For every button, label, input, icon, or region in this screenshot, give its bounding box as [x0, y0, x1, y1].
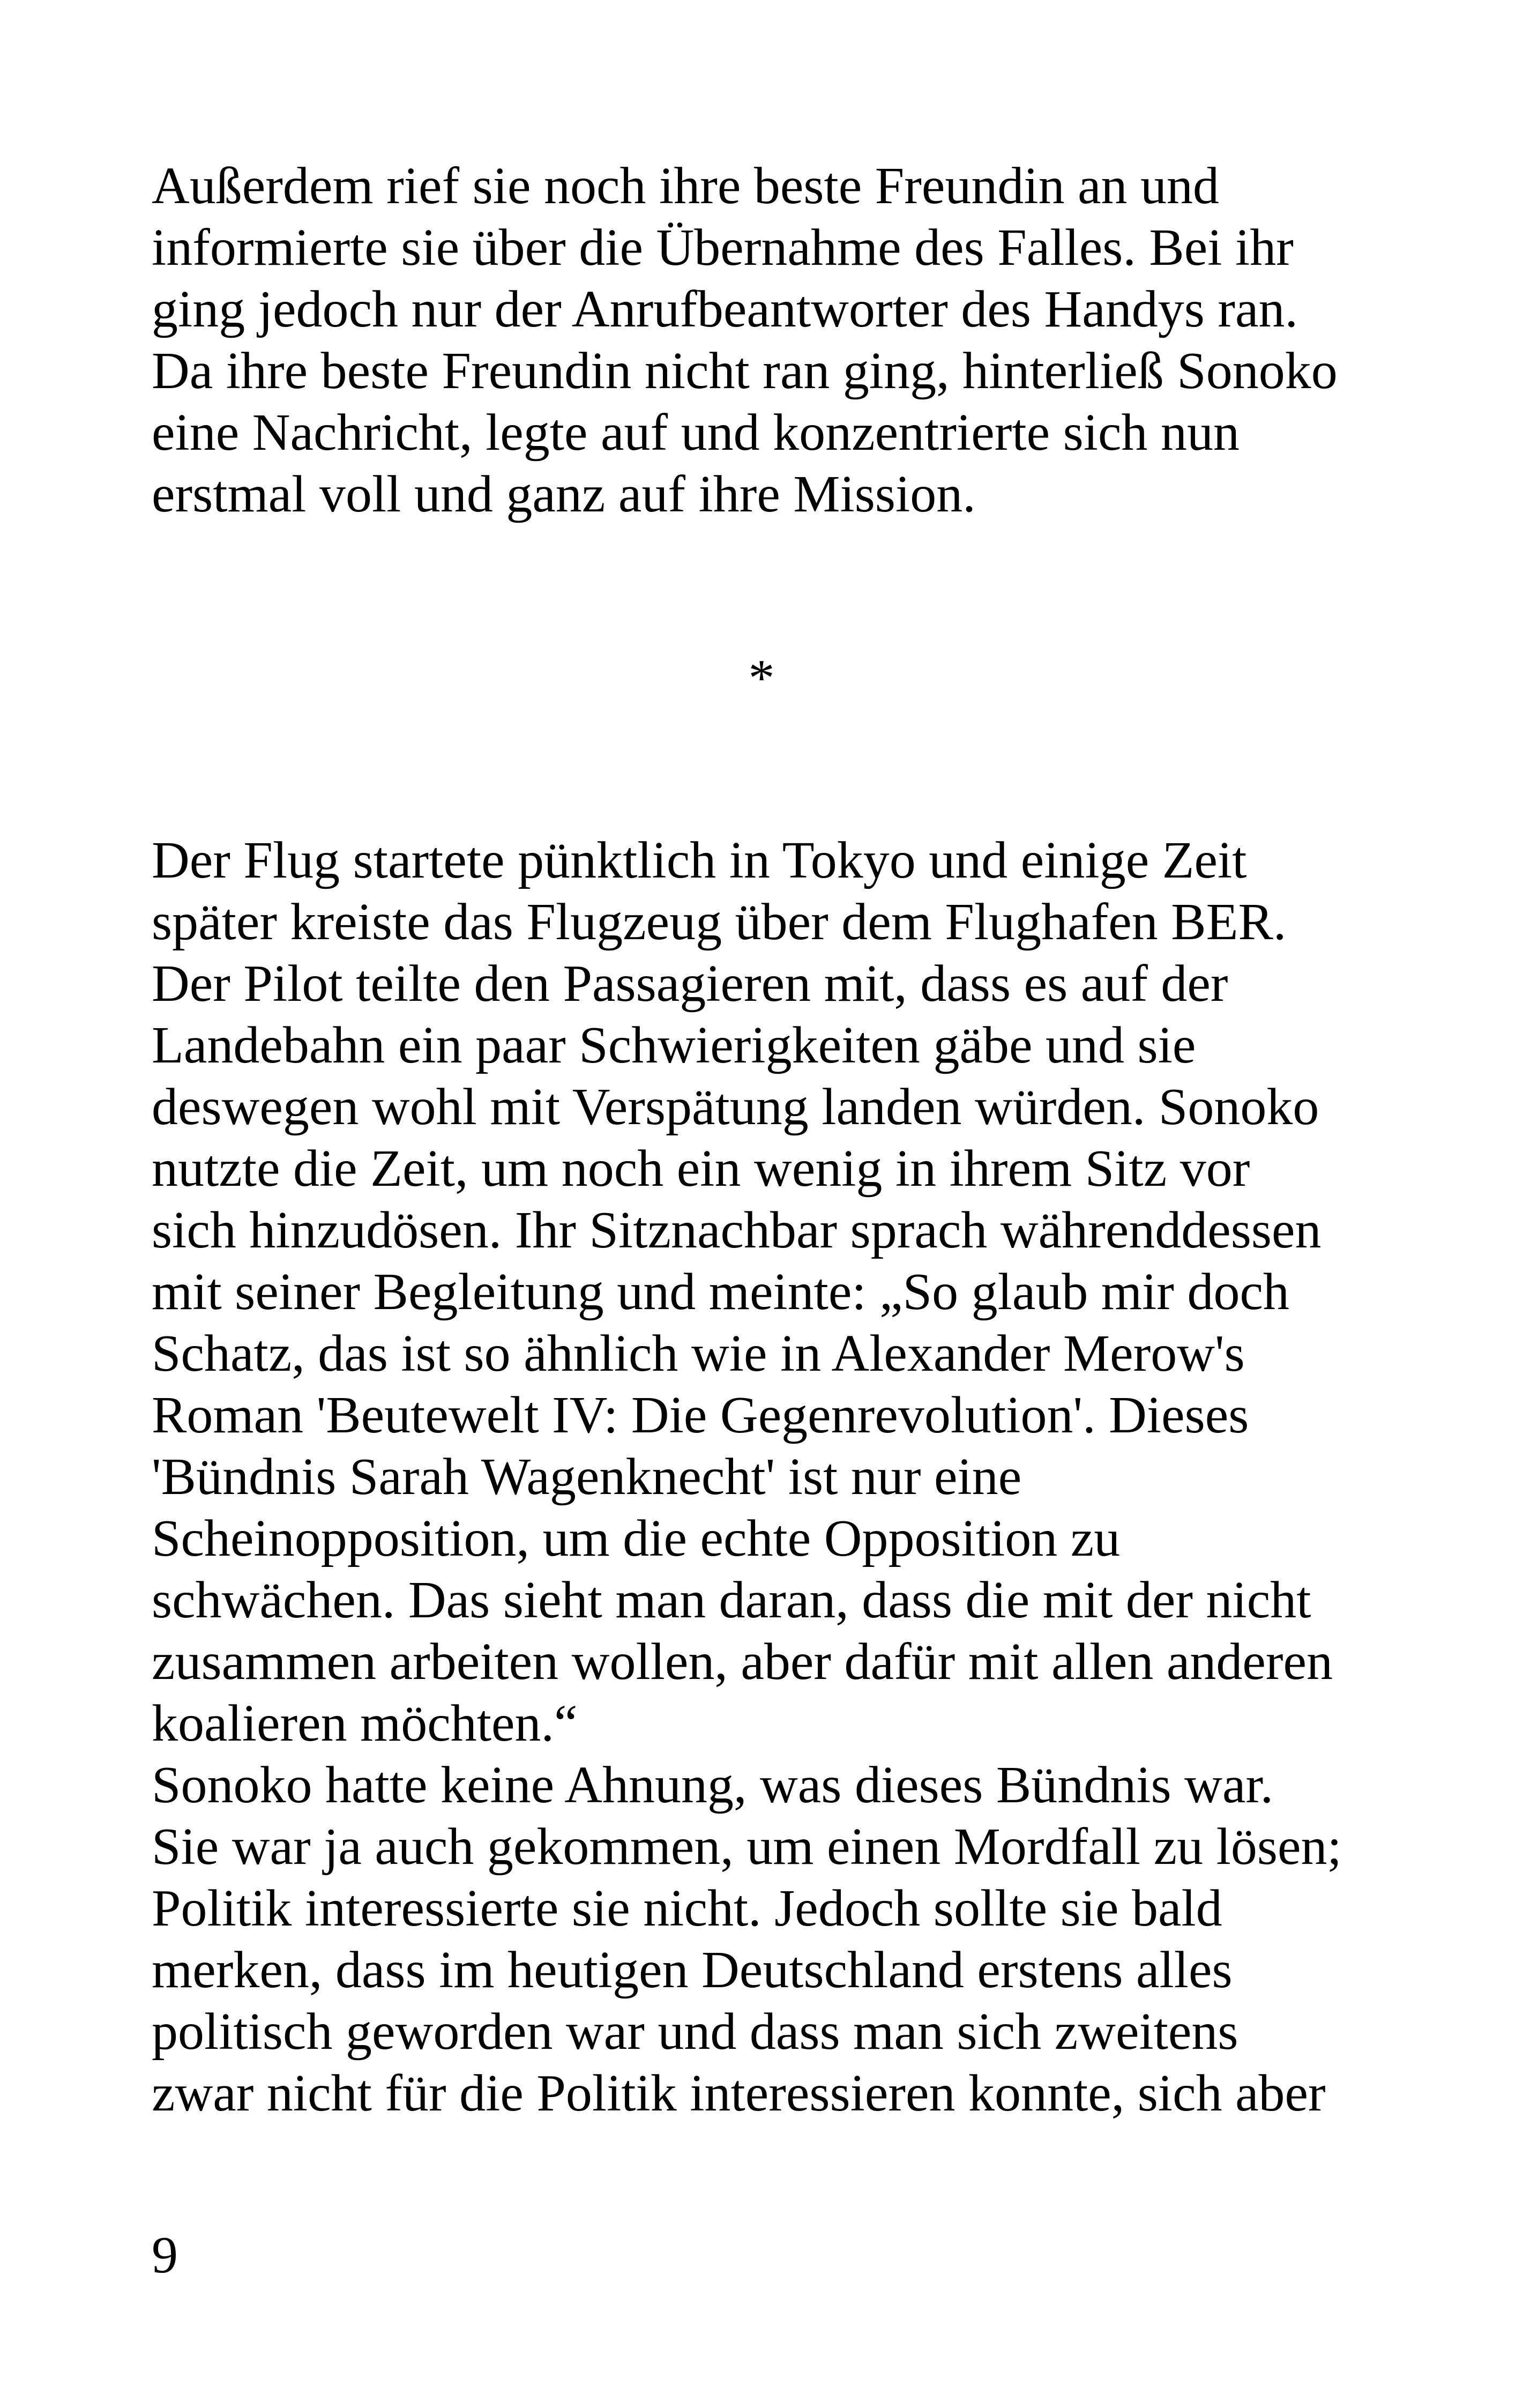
text-line: Sie war ja auch gekommen, um einen Mordfall zu lösen; — [152, 1818, 1342, 1876]
text-line: Da ihre beste Freundin nicht ran ging, hinterließ Sonoko — [152, 342, 1338, 400]
scene-separator: * — [748, 649, 775, 707]
text-line: Scheinopposition, um die echte Opposition zu — [152, 1510, 1121, 1567]
text-line: zusammen arbeiten wollen, aber dafür mit allen anderen — [152, 1633, 1333, 1691]
text-line: Sonoko hatte keine Ahnung, was dieses Bündnis war. — [152, 1756, 1274, 1814]
text-line: sich hinzudösen. Ihr Sitznachbar sprach währenddessen — [152, 1201, 1322, 1259]
text-line: Außerdem rief sie noch ihre beste Freundin an und — [152, 157, 1220, 215]
text-line: erstmal voll und ganz auf ihre Mission. — [152, 465, 976, 523]
text-line: koalieren möchten.“ — [152, 1694, 578, 1752]
text-line: ging jedoch nur der Anrufbeantworter des Handys ran. — [152, 280, 1298, 338]
text-line: Schatz, das ist so ähnlich wie in Alexander Merow's — [152, 1325, 1245, 1383]
text-line: Der Flug startete pünktlich in Tokyo und einige Zeit — [152, 831, 1247, 889]
text-line: nutzte die Zeit, um noch ein wenig in ihrem Sitz vor — [152, 1140, 1250, 1198]
paragraph-2 — [152, 830, 1379, 2124]
text-line: Roman 'Beutewelt IV: Die Gegenrevolution'. Dieses — [152, 1386, 1249, 1444]
text-line: deswegen wohl mit Verspätung landen würden. Sonoko — [152, 1078, 1319, 1136]
text-line: mit seiner Begleitung und meinte: „So glaub mir doch — [152, 1263, 1289, 1321]
text-line: später kreiste das Flugzeug über dem Flughafen BER. — [152, 893, 1287, 951]
text-line: Der Pilot teilte den Passagieren mit, dass es auf der — [152, 955, 1228, 1013]
text-line: Landebahn ein paar Schwierigkeiten gäbe und sie — [152, 1016, 1196, 1074]
text-line: merken, dass im heutigen Deutschland erstens alles — [152, 1941, 1233, 1999]
text-line: Politik interessierte sie nicht. Jedoch sollte sie bald — [152, 1879, 1222, 1937]
text-line: 'Bündnis Sarah Wagenknecht' ist nur eine — [152, 1448, 1022, 1506]
page-number: 9 — [152, 2226, 178, 2284]
text-line: zwar nicht für die Politik interessieren konnte, sich aber — [152, 2064, 1326, 2122]
text-line: eine Nachricht, legte auf und konzentrierte sich nun — [152, 404, 1240, 462]
text-line: politisch geworden war und dass man sich zweitens — [152, 2003, 1238, 2061]
paragraph-1 — [152, 155, 1379, 525]
text-line: schwächen. Das sieht man daran, dass die mit der nicht — [152, 1571, 1311, 1629]
text-line: informierte sie über die Übernahme des Falles. Bei ihr — [152, 219, 1294, 277]
